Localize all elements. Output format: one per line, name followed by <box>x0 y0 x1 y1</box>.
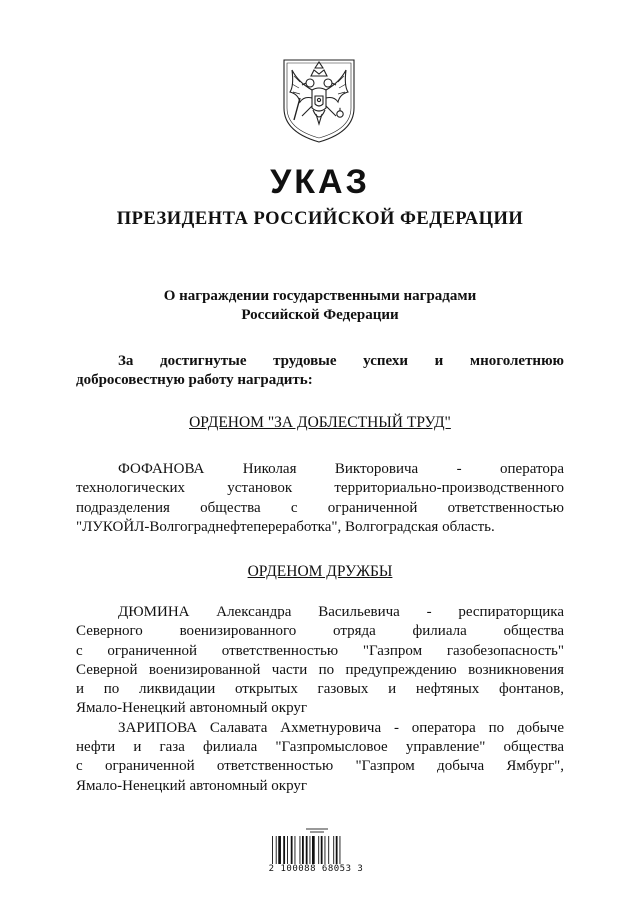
document-subtitle: ПРЕЗИДЕНТА РОССИЙСКОЙ ФЕДЕРАЦИИ <box>116 209 524 229</box>
paragraph-line: ФОФАНОВА Николая Викторовича - оператора <box>118 461 564 477</box>
recipient-paragraph <box>76 460 564 537</box>
paragraph-line: Северной военизированной части по предупреждению возникновения <box>76 661 564 678</box>
barcode-number: 2 100088 68053 3 <box>268 864 364 874</box>
russian-coat-of-arms-icon <box>278 52 360 144</box>
subject-line: О награждении государственными наградами <box>163 288 477 304</box>
paragraph-line: Северного военизированного отряда филиала общества <box>76 623 564 640</box>
decree-subject <box>0 287 640 325</box>
paragraph-line: Ямало-Ненецкий автономный округ <box>76 777 308 794</box>
paragraph-line: ДЮМИНА Александра Васильевича - респираторщика <box>118 604 564 620</box>
paragraph-line: с ограниченной ответственностью "Газпром добыча Ямбург", <box>76 758 564 775</box>
paragraph-line: нефти и газа филиала "Газпромысловое управление" общества <box>76 739 564 756</box>
recipient-paragraph <box>76 603 564 796</box>
paragraph-line: ЗАРИПОВА Салавата Ахметнуровича - оператора по добыче <box>118 719 564 736</box>
order-heading: ОРДЕНОМ ДРУЖБЫ <box>247 563 393 580</box>
paragraph-line: подразделения общества с ограниченной ответственностью <box>76 499 564 516</box>
paragraph-line: добросовестную работу наградить: <box>76 372 313 389</box>
paragraph-line: и по ликвидации открытых газовых и нефтяных фонтанов, <box>76 681 564 698</box>
subject-line: Российской Федерации <box>241 307 399 323</box>
paragraph-line: Ямало-Ненецкий автономный округ <box>76 700 308 717</box>
paragraph-line: с ограниченной ответственностью "Газпром газобезопасность" <box>76 642 564 659</box>
document-title: УКАЗ <box>270 163 370 201</box>
order-heading: ОРДЕНОМ "ЗА ДОБЛЕСТНЫЙ ТРУД" <box>189 414 451 431</box>
paragraph-line: "ЛУКОЙЛ-Волгограднефтепереработка", Волгоградская область. <box>76 518 495 535</box>
paragraph-line: технологических установок территориально-производственного <box>76 480 564 497</box>
intro-paragraph <box>76 352 564 391</box>
paragraph-line: За достигнутые трудовые успехи и многолетнюю <box>118 353 564 369</box>
